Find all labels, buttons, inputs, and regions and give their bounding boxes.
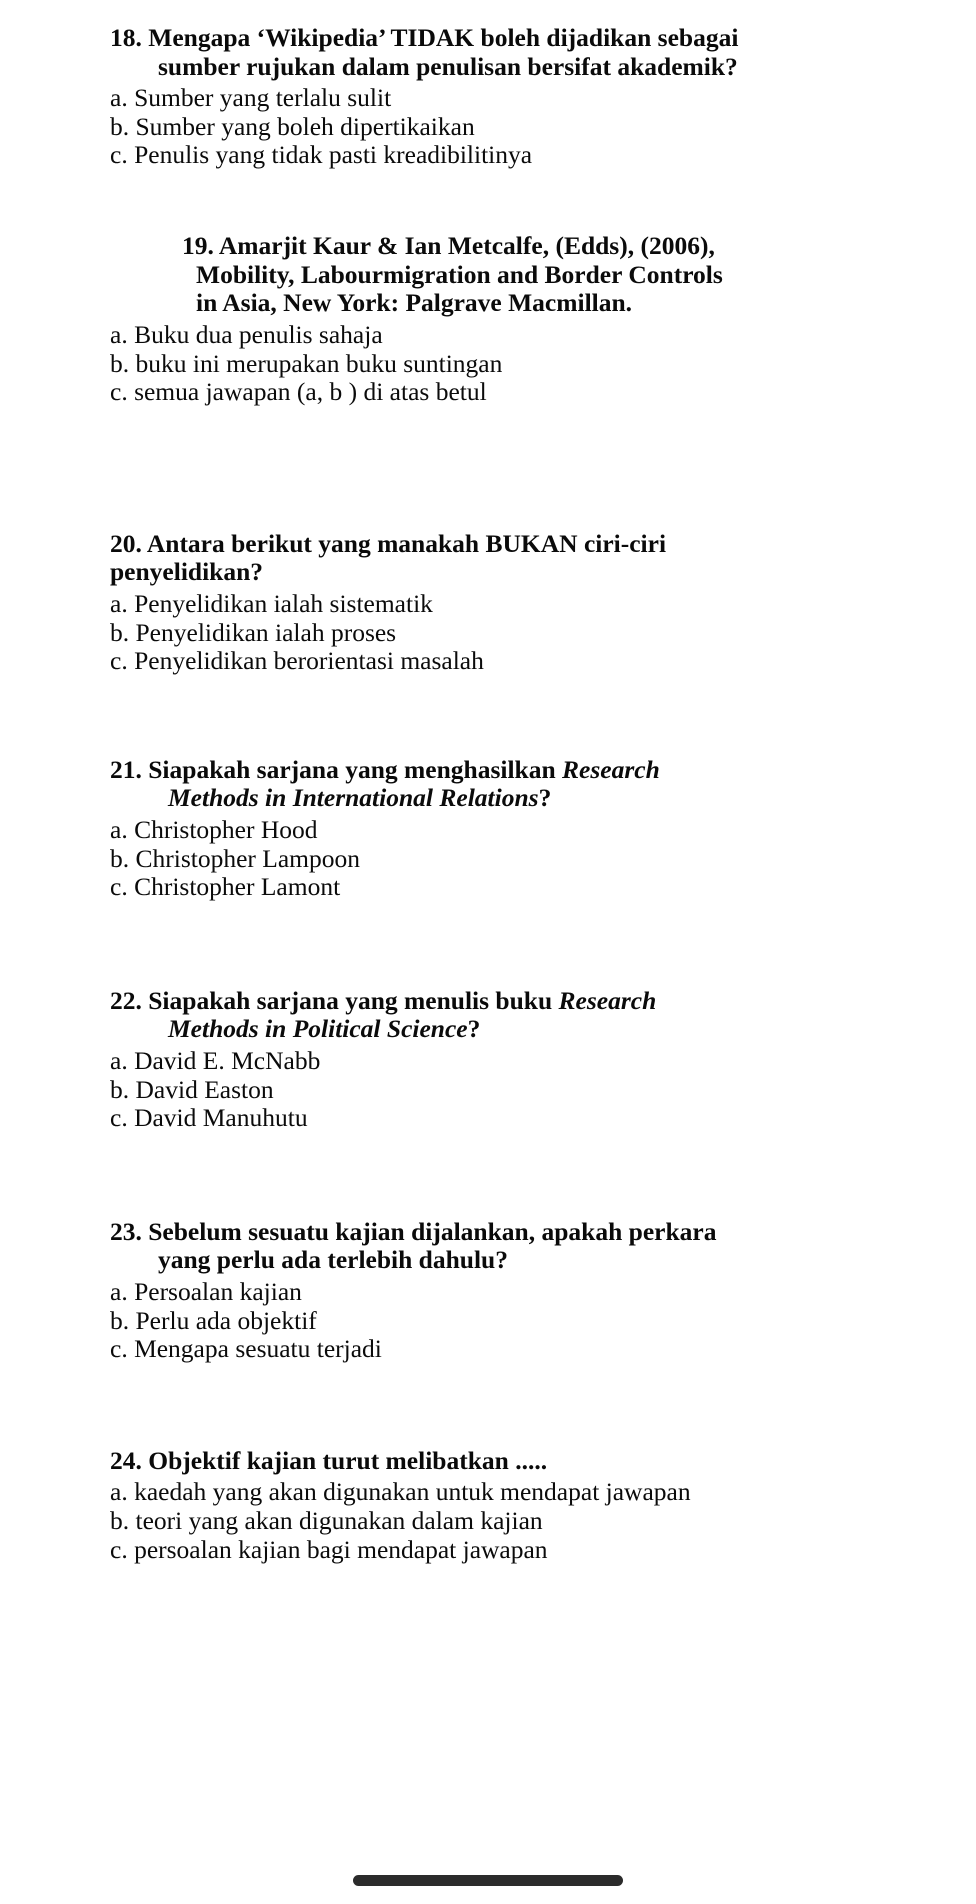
question-22-book-title-part-2: Methods in Political Science: [168, 1014, 468, 1044]
question-18-option-a[interactable]: a. Sumber yang terlalu sulit: [110, 83, 392, 113]
question-21-stem-line-1: [110, 756, 888, 785]
question-block-20: [110, 407, 888, 676]
question-22-stem-line-1: [110, 987, 888, 1016]
question-20-option-c[interactable]: c. Penyelidikan berorientasi masalah: [110, 646, 484, 676]
question-23-stem-line-1: 23. Sebelum sesuatu kajian dijalankan, apakah perkara: [110, 1216, 717, 1246]
question-block-24: [110, 1364, 888, 1564]
question-22-stem-text: 22. Siapakah sarjana yang menulis buku: [110, 985, 559, 1015]
question-19-option-c[interactable]: c. semua jawapan (a, b ) di atas betul: [110, 377, 487, 407]
question-19-stem-line-3: in Asia, New York: Palgrave Macmillan.: [196, 288, 633, 318]
question-21-option-c[interactable]: c. Christopher Lamont: [110, 872, 341, 902]
question-23-option-c[interactable]: c. Mengapa sesuatu terjadi: [110, 1334, 382, 1364]
question-22-stem-line-2: [110, 1015, 888, 1044]
question-21-question-mark: ?: [538, 783, 552, 813]
question-18-option-b[interactable]: b. Sumber yang boleh dipertikaikan: [110, 111, 475, 141]
question-19-stem-line-1: 19. Amarjit Kaur & Ian Metcalfe, (Edds), (2006),: [182, 231, 715, 261]
question-block-23: [110, 1133, 888, 1364]
question-22-option-a[interactable]: a. David E. McNabb: [110, 1046, 321, 1076]
question-24-option-a[interactable]: a. kaedah yang akan digunakan untuk mendapat jawapan: [110, 1477, 691, 1507]
question-block-21: [110, 676, 888, 902]
question-24-stem-line-1: 24. Objektif kajian turut melibatkan .....: [110, 1445, 548, 1475]
question-24-option-b[interactable]: b. teori yang akan digunakan dalam kajian: [110, 1506, 543, 1536]
question-block-19: [110, 170, 888, 407]
question-20-stem-line-2: penyelidikan?: [110, 557, 264, 587]
question-23-option-b[interactable]: b. Perlu ada objektif: [110, 1305, 317, 1335]
question-block-22: [110, 902, 888, 1133]
home-indicator-bar[interactable]: [353, 1875, 623, 1886]
question-21-stem-line-2: [110, 784, 888, 813]
question-19-option-a[interactable]: a. Buku dua penulis sahaja: [110, 320, 383, 350]
question-21-option-b[interactable]: b. Christopher Lampoon: [110, 843, 361, 873]
question-21-stem-text: 21. Siapakah sarjana yang menghasilkan: [110, 754, 563, 784]
question-20-option-a[interactable]: a. Penyelidikan ialah sistematik: [110, 589, 433, 619]
question-18-option-c[interactable]: c. Penulis yang tidak pasti kreadibilitinya: [110, 140, 533, 170]
question-24-option-c[interactable]: c. persoalan kajian bagi mendapat jawapan: [110, 1534, 548, 1564]
question-18-stem-line-1: 18. Mengapa ‘Wikipedia’ TIDAK boleh dijadikan sebagai: [110, 23, 739, 52]
question-19-option-b[interactable]: b. buku ini merupakan buku suntingan: [110, 348, 503, 378]
question-21-book-title-part-2: Methods in International Relations: [168, 783, 539, 813]
question-22-question-mark: ?: [467, 1014, 481, 1044]
question-22-option-c[interactable]: c. David Manuhutu: [110, 1103, 308, 1133]
question-block-18: [110, 0, 888, 170]
question-23-option-a[interactable]: a. Persoalan kajian: [110, 1277, 302, 1307]
question-19-stem-line-2: Mobility, Labourmigration and Border Controls: [196, 259, 723, 289]
question-22-book-title-part-1: Research: [558, 985, 657, 1015]
question-20-option-b[interactable]: b. Penyelidikan ialah proses: [110, 617, 397, 647]
question-22-option-b[interactable]: b. David Easton: [110, 1074, 274, 1104]
question-23-stem-line-2: yang perlu ada terlebih dahulu?: [158, 1245, 508, 1275]
question-21-option-a[interactable]: a. Christopher Hood: [110, 815, 318, 845]
question-21-book-title-part-1: Research: [562, 754, 660, 784]
question-18-stem-line-2: sumber rujukan dalam penulisan bersifat akademik?: [158, 51, 738, 81]
question-20-stem-line-1: 20. Antara berikut yang manakah BUKAN ciri-ciri: [110, 528, 667, 558]
